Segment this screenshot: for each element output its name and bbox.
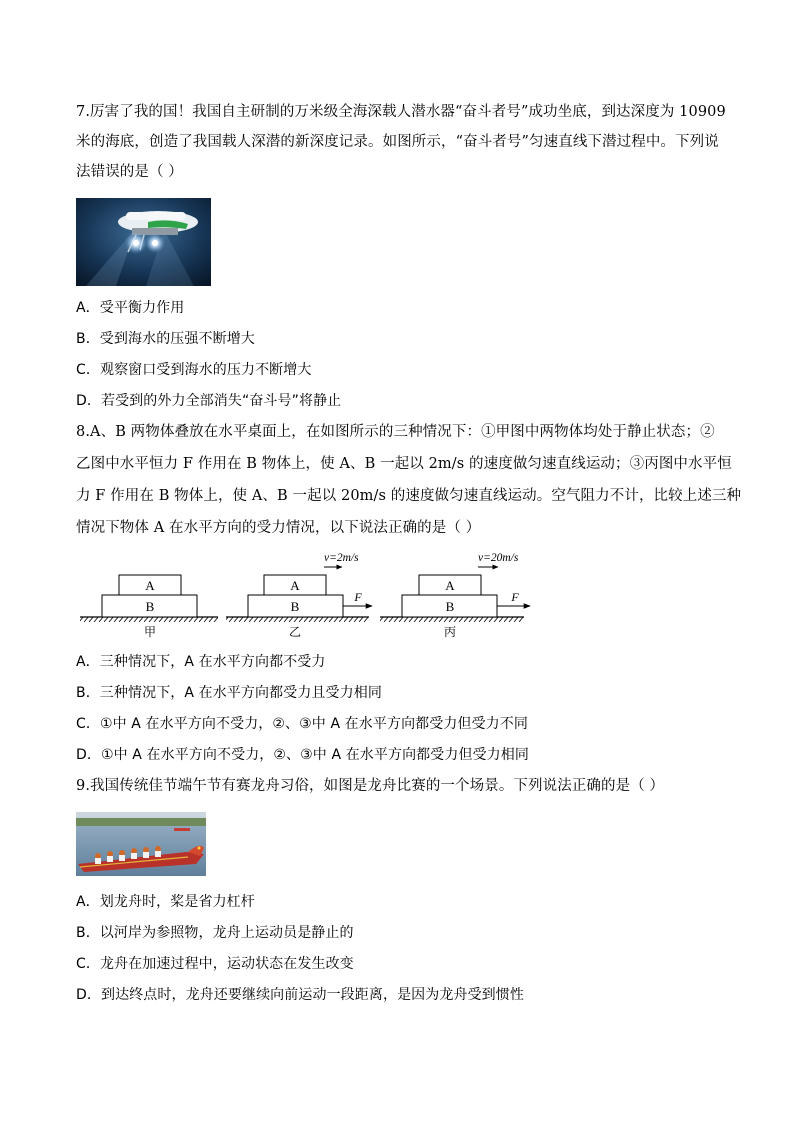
q9-option-a: A．划龙舟时，桨是省力杠杆 [76,894,255,910]
q9-stem-line-1: 9.我国传统佳节端午节有赛龙舟习俗，如图是龙舟比赛的一个场景。下列说法正确的是（ ） [76,778,665,794]
q7-stem-line-3: 法错误的是（ ） [76,164,183,180]
bing-velocity-label: v=20m/s [478,552,519,564]
figure-yi [226,552,372,639]
caption-yi: 乙 [288,625,302,639]
bing-force-label: F [511,590,519,604]
bing-block-a-label: A [445,578,455,593]
q9-option-b: B．以河岸为参照物，龙舟上运动员是静止的 [76,925,354,941]
submersible-photo [76,198,211,286]
figure-jia [80,575,218,639]
q8-stem-line-3: 力 F 作用在 B 物体上，使 A、B 一起以 20m/s 的速度做匀速直线运动。空气阻力不计，比较上述三种 [76,488,742,504]
caption-jia: 甲 [143,625,157,639]
q7-option-d: D．若受到的外力全部消失“奋斗号”将静止 [76,393,342,409]
q7-stem-line-2: 米的海底，创造了我国载人深潜的新深度记录。如图所示，“奋斗者号”匀速直线下潜过程中。下列说 [76,134,719,150]
q7-option-a: A．受平衡力作用 [76,300,185,316]
caption-bing: 丙 [443,625,457,639]
figure-bing [380,552,530,639]
q8-stem-line-4: 情况下物体 A 在水平方向的受力情况，以下说法正确的是（ ） [76,520,481,536]
q8-option-d: D．①中 A 在水平方向不受力，②、③中 A 在水平方向都受力但受力相同 [76,747,529,763]
yi-force-label: F [354,590,362,604]
jia-block-b-label: B [145,599,155,614]
yi-block-a-label: A [290,578,300,593]
jia-block-a-label: A [145,578,155,593]
yi-block-b-label: B [290,599,300,614]
block-diagram [74,544,544,644]
q8-option-c: C．①中 A 在水平方向不受力，②、③中 A 在水平方向都受力但受力不同 [76,716,528,732]
q8-option-b: B．三种情况下，A 在水平方向都受力且受力相同 [76,685,382,701]
q7-option-b: B．受到海水的压强不断增大 [76,331,255,347]
bing-block-b-label: B [445,599,455,614]
q7-option-c: C．观察窗口受到海水的压力不断增大 [76,362,312,378]
q8-option-a: A．三种情况下，A 在水平方向都不受力 [76,654,326,670]
q9-option-d: D．到达终点时，龙舟还要继续向前运动一段距离，是因为龙舟受到惯性 [76,987,524,1003]
q9-option-c: C．龙舟在加速过程中，运动状态在发生改变 [76,956,354,972]
dragon-boat-photo [76,812,206,876]
yi-velocity-label: v=2m/s [324,552,359,564]
q7-stem-line-1: 7.厉害了我的国！我国自主研制的万米级全海深载人潜水器“奋斗者号”成功坐底，到达深度为 10909 [76,104,726,120]
q8-stem-line-2: 乙图中水平恒力 F 作用在 B 物体上，使 A、B 一起以 2m/s 的速度做匀速直线运动；③丙图中水平恒 [76,456,732,472]
q8-stem-line-1: 8.A、B 两物体叠放在水平桌面上，在如图所示的三种情况下：①甲图中两物体均处于静止状态；② [76,424,715,440]
